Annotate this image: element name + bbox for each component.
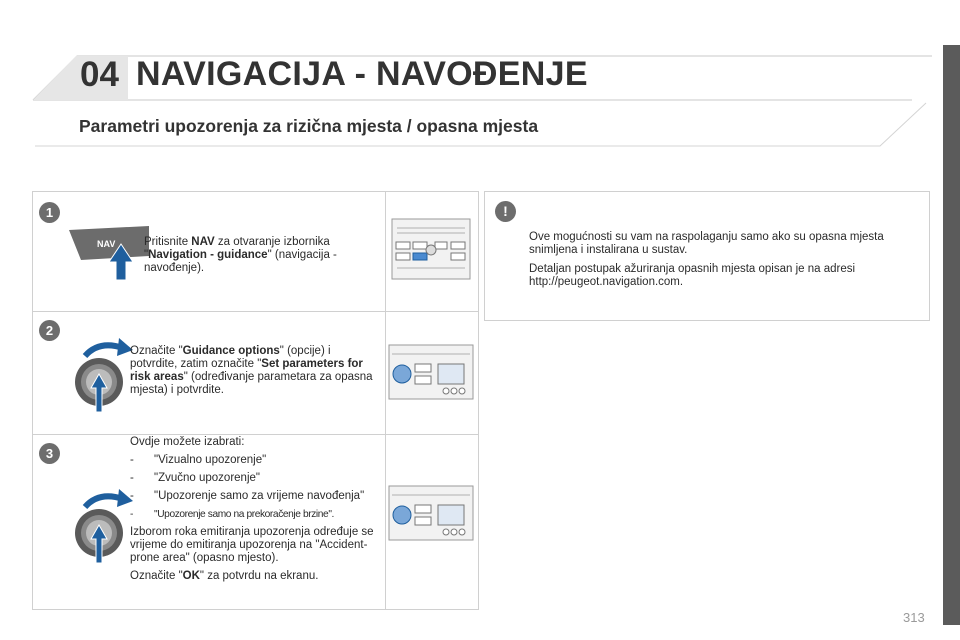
dash: -	[130, 454, 134, 466]
nav-key-label: NAV	[97, 239, 116, 249]
option-text: "Upozorenje samo za vrijeme navođenja"	[154, 490, 365, 502]
step-3-final-a: Označite "	[130, 570, 183, 582]
option-item	[130, 472, 382, 485]
step-2-text-e: " (određivanje parametara za opasna mjesta) i potvrdite.	[130, 371, 373, 396]
section-subtitle: Parametri upozorenja za rizična mjesta / opasna mjesta	[79, 116, 539, 136]
step-2-text-d: Set parameters for risk areas	[130, 358, 363, 383]
warning-panel	[484, 191, 930, 321]
warning-paragraph-1: Ove mogućnosti su vam na raspolaganju samo ako su opasna mjesta snimljena i instalirana u sustav.	[529, 231, 884, 256]
option-item	[130, 490, 382, 503]
page-number: 313	[903, 610, 925, 625]
step-3-final-c: " za potvrdu na ekranu.	[199, 570, 319, 582]
step-badge: 3	[39, 443, 60, 464]
option-item	[130, 454, 382, 467]
step-3-final-b: OK	[182, 570, 200, 582]
step-badge: 2	[39, 320, 60, 341]
step-1	[33, 192, 478, 312]
rotary-knob-figure	[67, 336, 137, 416]
dash: -	[130, 509, 133, 520]
warning-paragraph-2: Detaljan postupak ažuriranja opasnih mjesta opisan je na adresi http://peugeot.navigation.com.	[529, 263, 856, 288]
column-divider	[385, 435, 386, 609]
side-bar	[943, 45, 960, 625]
step-1-text-b: NAV	[191, 236, 215, 248]
step-3-intro: Ovdje možete izabrati:	[130, 436, 245, 448]
step-3-text	[130, 436, 382, 588]
warning-icon: !	[495, 201, 516, 222]
column-divider	[385, 192, 386, 311]
step-2-text-b: Guidance options	[182, 345, 280, 357]
step-1-text-c: za otvaranje izbornika "	[144, 236, 330, 261]
option-text: "Upozorenje samo na prekoračenje brzine".	[154, 509, 334, 520]
nav-key-press-figure	[63, 222, 153, 282]
steps-panel	[32, 191, 479, 610]
step-2-text-a: Označite "	[130, 345, 183, 357]
step-2-text	[130, 345, 380, 397]
step-1-text-a: Pritisnite	[144, 236, 192, 248]
rotary-knob-figure	[67, 487, 137, 567]
option-text: "Zvučno upozorenje"	[154, 472, 260, 484]
step-1-text-e: " (navigacija - navođenje).	[144, 249, 337, 274]
dash: -	[130, 490, 134, 502]
dash: -	[130, 472, 134, 484]
step-2	[33, 312, 478, 435]
page-title: NAVIGACIJA - NAVOĐENJE	[136, 55, 588, 93]
chapter-number: 04	[80, 55, 119, 94]
radio-panel-figure	[391, 218, 471, 280]
column-divider	[385, 312, 386, 434]
step-1-text-d: Navigation - guidance	[148, 249, 268, 261]
step-3	[33, 435, 478, 609]
radio-panel-knob-figure	[388, 344, 474, 400]
step-1-text	[144, 236, 376, 275]
step-badge: 1	[39, 202, 60, 223]
step-3-extra: Izborom roka emitiranja upozorenja određuje se vrijeme do emitiranja upozorenja na "Accident-prone area" (opasno mjesto).	[130, 526, 374, 564]
radio-panel-knob-figure	[388, 485, 474, 541]
step-2-text-c: " (opcije) i potvrdite, zatim označite "	[130, 345, 331, 370]
option-item	[130, 508, 382, 521]
step-3-final	[130, 570, 382, 583]
warning-text	[529, 231, 909, 295]
option-text: "Vizualno upozorenje"	[154, 454, 267, 466]
